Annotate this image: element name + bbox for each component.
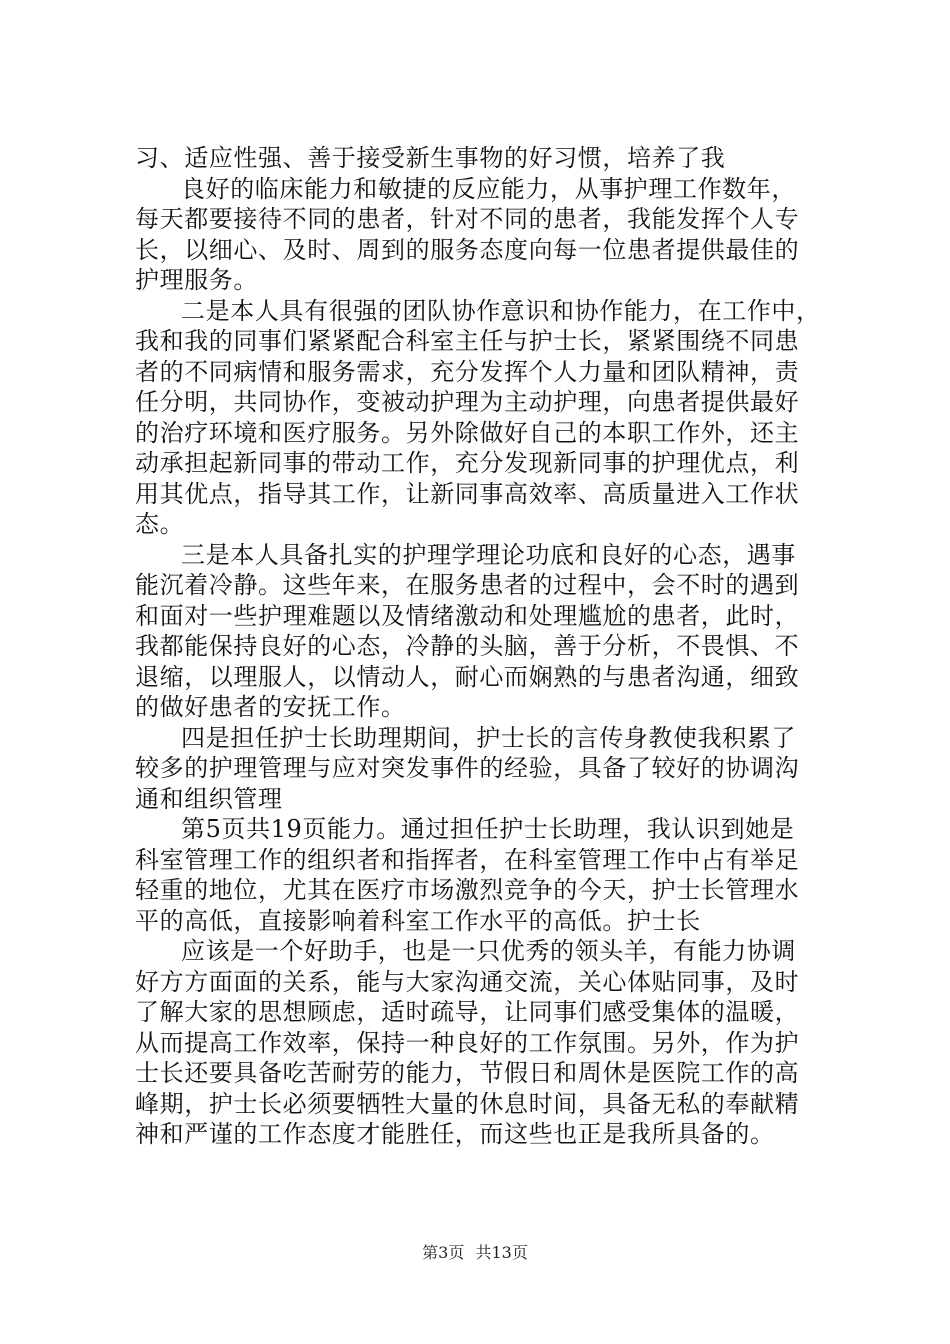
text-line: 神和严谨的工作态度才能胜任，而这些也正是我所具备的。 [135,1120,775,1148]
text-line: 峰期，护士长必须要牺牲大量的休息时间，具备无私的奉献精 [135,1089,800,1118]
text-line: 每天都要接待不同的患者，针对不同的患者，我能发挥个人专 [135,205,800,233]
text-line: 动承担起新同事的带动工作，充分发现新同事的护理优点，利 [135,449,800,477]
text-line: 三是本人具备扎实的护理学理论功底和良好的心态，遇事 [181,540,796,569]
text-line: 平的高低，直接影响着科室工作水平的高低。护士长 [135,906,701,935]
text-line: 任分明，共同协作，变被动护理为主动护理，向患者提供最好 [135,388,800,416]
text-line: 从而提高工作效率，保持一种良好的工作氛围。另外，作为护 [135,1028,800,1057]
page-footer [0,1243,950,1263]
text-line: 好方方面面的关系，能与大家沟通交流，关心体贴同事，及时 [135,967,800,996]
text-line: 了解大家的思想顾虑，适时疏导，让同事们感受集体的温暖， [135,998,800,1026]
text-line: 第5页共19页能力。通过担任护士长助理，我认识到她是 [181,815,795,843]
text-line: 我和我的同事们紧紧配合科室主任与护士长，紧紧围绕不同患 [135,327,800,355]
text-line: 较多的护理管理与应对突发事件的经验，具备了较好的协调沟 [135,754,800,782]
text-line: 护理服务。 [135,266,258,294]
text-line: 我都能保持良好的心态，冷静的头脑，善于分析，不畏惧、不 [135,632,800,660]
text-line: 的治疗环境和医疗服务。另外除做好自己的本职工作外，还主 [135,418,800,447]
text-line: 长，以细心、及时、周到的服务态度向每一位患者提供最佳的 [135,235,800,264]
text-line: 用其优点，指导其工作，让新同事高效率、高质量进入工作状 [135,479,800,508]
text-line: 科室管理工作的组织者和指挥者，在科室管理工作中占有举足 [135,845,800,874]
body-text [135,143,835,1150]
text-line: 应该是一个好助手，也是一只优秀的领头羊，有能力协调 [181,937,796,965]
page-number: 第3页 [422,1243,465,1262]
text-line: 习、适应性强、善于接受新生事物的好习惯，培养了我 [135,144,726,172]
page-total: 共13页 [475,1243,528,1262]
text-line: 的做好患者的安抚工作。 [135,693,406,721]
text-line: 二是本人具有很强的团队协作意识和协作能力，在工作中， [181,296,821,325]
text-line: 态。 [135,510,185,538]
text-line: 通和组织管理 [135,784,283,813]
text-line: 四是担任护士长助理期间，护士长的言传身教使我积累了 [181,723,796,752]
text-line: 者的不同病情和服务需求，充分发挥个人力量和团队精神，责 [135,357,800,386]
text-line: 士长还要具备吃苦耐劳的能力，节假日和周休是医院工作的高 [135,1059,800,1087]
text-line: 能沉着冷静。这些年来，在服务患者的过程中，会不时的遇到 [135,571,800,599]
text-line: 和面对一些护理难题以及情绪激动和处理尴尬的患者，此时， [135,601,800,630]
text-line: 退缩，以理服人，以情动人，耐心而娴熟的与患者沟通，细致 [135,662,800,691]
text-line: 良好的临床能力和敏捷的反应能力，从事护理工作数年， [181,174,796,203]
text-line: 轻重的地位，尤其在医疗市场激烈竞争的今天，护士长管理水 [135,876,800,904]
